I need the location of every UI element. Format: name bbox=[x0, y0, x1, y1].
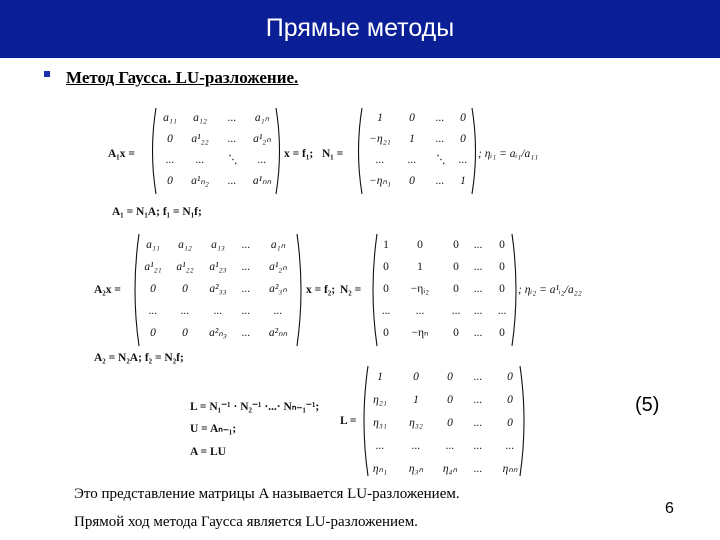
l-matrix-cell: ... bbox=[473, 463, 483, 475]
l-left-bracket bbox=[364, 366, 368, 476]
l-matrix-cell: 0 bbox=[413, 371, 419, 383]
l-matrix-cell: ... bbox=[473, 417, 483, 429]
l-matrix-cell: 0 bbox=[507, 394, 513, 406]
n1-matrix-cell: 0 bbox=[409, 112, 415, 124]
n1-matrix-cell: 1 bbox=[377, 112, 383, 124]
n2-matrix bbox=[382, 239, 507, 339]
a2-matrix-cell: ... bbox=[213, 305, 223, 317]
l-matrix-cell: ... bbox=[375, 440, 385, 452]
n1-matrix bbox=[369, 112, 467, 187]
a2-matrix-cell: a₁₁ bbox=[146, 239, 160, 251]
a2-matrix-cell: ... bbox=[180, 305, 190, 317]
l-lhs: L = bbox=[340, 415, 357, 427]
n1-left-bracket bbox=[359, 108, 363, 194]
l-matrix-cell: ... bbox=[473, 394, 483, 406]
a2-matrix-cell: a₁₂ bbox=[178, 239, 192, 251]
page-number: 6 bbox=[665, 500, 674, 517]
n2-matrix-cell: ... bbox=[415, 305, 425, 317]
n2-matrix-cell: −ηₙ bbox=[411, 327, 429, 339]
n2-matrix-cell: 0 bbox=[383, 261, 389, 273]
note-line-1: Это представление матрицы A называется LU-разложением. bbox=[74, 486, 460, 502]
l-matrix-cell: ηₙ₁ bbox=[372, 463, 388, 475]
n1-matrix-cell: −ηₙ₁ bbox=[368, 175, 392, 187]
a1-matrix-cell: ⋱ bbox=[226, 154, 238, 166]
a1-matrix-cell: ... bbox=[227, 112, 237, 124]
n2-matrix-cell: −ηᵢ₂ bbox=[410, 283, 430, 295]
a1-matrix-cell: a¹₂₂ bbox=[191, 133, 209, 145]
a2-matrix bbox=[144, 239, 287, 339]
n2-matrix-cell: 0 bbox=[417, 239, 423, 251]
a2-matrix-cell: ... bbox=[241, 327, 251, 339]
l-matrix-cell: η₃ₙ bbox=[408, 463, 424, 475]
a1-matrix-cell: a¹ₙ₂ bbox=[191, 175, 209, 187]
n2-matrix-cell: ... bbox=[451, 305, 461, 317]
l-matrix-cell: ... bbox=[505, 440, 515, 452]
n2-matrix-cell: 1 bbox=[417, 261, 423, 273]
n2-left-bracket bbox=[373, 234, 377, 346]
equation-number: (5) bbox=[635, 394, 660, 416]
n2-matrix-cell: ... bbox=[473, 239, 483, 251]
l-right-bracket bbox=[520, 366, 524, 476]
l-matrix-cell: 1 bbox=[413, 394, 419, 406]
l-matrix-cell: η₃₂ bbox=[409, 417, 423, 429]
n2-matrix-cell: ... bbox=[473, 261, 483, 273]
a1-left-bracket bbox=[153, 108, 157, 194]
a1-matrix-cell: a¹₂ₙ bbox=[253, 133, 271, 145]
a2-matrix-cell: a²ₙₙ bbox=[268, 327, 288, 339]
n1-matrix-cell: 0 bbox=[460, 112, 466, 124]
n2-matrix-cell: ... bbox=[381, 305, 391, 317]
a1-matrix-cell: a¹ₙₙ bbox=[252, 175, 272, 187]
n1-matrix-cell: ... bbox=[435, 112, 445, 124]
n1-matrix-cell: −η₂₁ bbox=[369, 133, 391, 145]
a2-matrix-cell: ... bbox=[241, 305, 251, 317]
a2-matrix-cell: a²₃₃ bbox=[209, 283, 227, 295]
a2-matrix-cell: ... bbox=[241, 239, 251, 251]
a2-matrix-cell: ... bbox=[241, 283, 251, 295]
slide-subtitle: Метод Гаусса. LU-разложение. bbox=[66, 68, 299, 87]
l-matrix-cell: 0 bbox=[447, 417, 453, 429]
a2-lhs: A₂x = bbox=[94, 284, 121, 296]
a1-matrix-cell: a₁₁ bbox=[163, 112, 177, 124]
n1-matrix-cell: ... bbox=[435, 133, 445, 145]
a2-matrix-cell: a₁₃ bbox=[211, 239, 225, 251]
l-matrix-cell: 1 bbox=[377, 371, 383, 383]
n1-matrix-cell: ... bbox=[458, 154, 468, 166]
a2-matrix-cell: a¹₂₁ bbox=[144, 261, 162, 273]
n2-right-bracket bbox=[512, 234, 516, 346]
u-definition: U = Aₙ₋₁; bbox=[190, 423, 237, 435]
a2-matrix-cell: a²ₙ₃ bbox=[209, 327, 227, 339]
n2-matrix-cell: 1 bbox=[383, 239, 389, 251]
n1-lhs: N₁ = bbox=[322, 148, 344, 160]
a2-matrix-cell: ... bbox=[241, 261, 251, 273]
a2-matrix-cell: a¹₂₂ bbox=[176, 261, 194, 273]
a2-matrix-cell: a²₃ₙ bbox=[269, 283, 287, 295]
a1-matrix-cell: 0 bbox=[167, 133, 173, 145]
n2-matrix-cell: ... bbox=[473, 327, 483, 339]
n2-matrix-cell: ... bbox=[473, 305, 483, 317]
n2-matrix-cell: ... bbox=[473, 283, 483, 295]
n1-matrix-cell: ... bbox=[435, 175, 445, 187]
n2-lhs: N₂ = bbox=[340, 284, 362, 296]
n1-matrix-cell: ... bbox=[407, 154, 417, 166]
n2-matrix-cell: 0 bbox=[453, 283, 459, 295]
a2-matrix-cell: ... bbox=[273, 305, 283, 317]
a1-matrix-cell: ... bbox=[257, 154, 267, 166]
n2-matrix-cell: ... bbox=[497, 305, 507, 317]
a1-matrix-cell: ... bbox=[165, 154, 175, 166]
a1-lhs: A₁x = bbox=[108, 148, 135, 160]
l-matrix-cell: η₃₁ bbox=[373, 417, 387, 429]
a1-matrix-cell: 0 bbox=[167, 175, 173, 187]
a2-matrix-cell: 0 bbox=[182, 327, 188, 339]
a2-matrix-cell: a₁ₙ bbox=[270, 239, 286, 251]
n1-right-bracket bbox=[472, 108, 476, 194]
a1-matrix-cell: ... bbox=[227, 133, 237, 145]
a2-matrix-cell: a¹₂₃ bbox=[209, 261, 227, 273]
a1-matrix-cell: ... bbox=[227, 175, 237, 187]
note-line-2: Прямой ход метода Гаусса является LU-разложением. bbox=[74, 514, 418, 530]
l-matrix-cell: 0 bbox=[507, 417, 513, 429]
l-matrix bbox=[373, 371, 518, 475]
l-matrix-cell: 0 bbox=[447, 394, 453, 406]
l-matrix-cell: ... bbox=[473, 440, 483, 452]
a-lu-definition: A = LU bbox=[190, 446, 226, 458]
n1-matrix-cell: 1 bbox=[460, 175, 466, 187]
l-matrix-cell: ... bbox=[445, 440, 455, 452]
l-matrix-cell: 0 bbox=[507, 371, 513, 383]
n2-matrix-cell: 0 bbox=[499, 239, 505, 251]
slide-title: Прямые методы bbox=[265, 14, 455, 42]
n1-matrix-cell: 0 bbox=[409, 175, 415, 187]
l-matrix-cell: η₄ₙ bbox=[442, 463, 458, 475]
a2-right-bracket bbox=[297, 234, 301, 346]
a2-matrix-cell: 0 bbox=[150, 327, 156, 339]
n2-matrix-cell: 0 bbox=[453, 327, 459, 339]
n2-matrix-cell: 0 bbox=[383, 327, 389, 339]
l-matrix-cell: 0 bbox=[447, 371, 453, 383]
a1-right-bracket bbox=[276, 108, 280, 194]
n2-matrix-cell: 0 bbox=[453, 239, 459, 251]
a2-matrix-cell: a¹₂ₙ bbox=[269, 261, 287, 273]
l-definition: L = N₁⁻¹ · N₂⁻¹ ·...· Nₙ₋₁⁻¹; bbox=[190, 401, 320, 413]
a2-matrix-cell: 0 bbox=[182, 283, 188, 295]
l-matrix-cell: ... bbox=[473, 371, 483, 383]
a2-matrix-cell: ... bbox=[148, 305, 158, 317]
n1-matrix-cell: ⋱ bbox=[434, 154, 446, 166]
step1-result: A₁ = N₁A; f₁ = N₁f; bbox=[112, 206, 202, 218]
l-matrix-cell: ηₙₙ bbox=[502, 463, 518, 475]
l-matrix-cell: ... bbox=[411, 440, 421, 452]
eta2-definition: ; ηᵢ₂ = a¹ᵢ₂/a₂₂ bbox=[518, 284, 582, 296]
step2-result: A₂ = N₂A; f₂ = N₂f; bbox=[94, 352, 184, 364]
n2-matrix-cell: 0 bbox=[453, 261, 459, 273]
a1-matrix-cell: a₁₂ bbox=[193, 112, 207, 124]
n2-matrix-cell: 0 bbox=[499, 283, 505, 295]
n1-matrix-cell: 1 bbox=[409, 133, 415, 145]
a1-matrix bbox=[163, 112, 271, 187]
l-matrix-cell: η₂₁ bbox=[373, 394, 387, 406]
a1-matrix-cell: a₁ₙ bbox=[254, 112, 270, 124]
a1-matrix-cell: ... bbox=[195, 154, 205, 166]
n2-matrix-cell: 0 bbox=[383, 283, 389, 295]
n1-matrix-cell: ... bbox=[375, 154, 385, 166]
n2-matrix-cell: 0 bbox=[499, 261, 505, 273]
n1-matrix-cell: 0 bbox=[460, 133, 466, 145]
n2-matrix-cell: 0 bbox=[499, 327, 505, 339]
a2-rhs: x = f₂; bbox=[306, 284, 336, 296]
eta1-definition: ; ηᵢ₁ = aᵢ₁/a₁₁ bbox=[478, 148, 539, 160]
a1-rhs: x = f₁; bbox=[284, 148, 314, 160]
a2-left-bracket bbox=[135, 234, 139, 346]
a2-matrix-cell: 0 bbox=[150, 283, 156, 295]
